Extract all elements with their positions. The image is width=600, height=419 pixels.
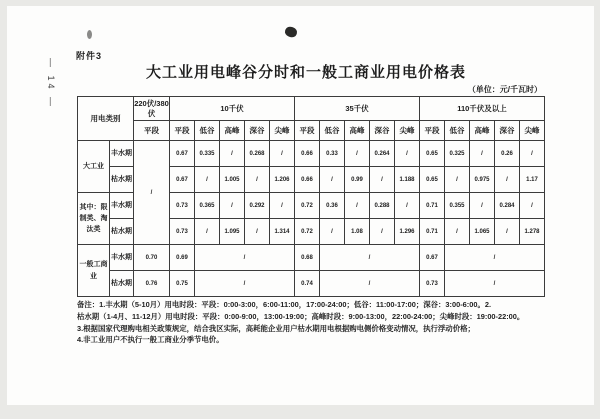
price-cell: 0.71	[420, 193, 445, 219]
price-cell: 1.005	[220, 167, 245, 193]
header-row-periods	[78, 121, 545, 141]
col-header-35kv: 35千伏	[295, 97, 420, 121]
price-cell: 0.67	[170, 141, 195, 167]
price-cell: 0.67	[170, 167, 195, 193]
subcol-flat: 平段	[295, 121, 320, 141]
price-cell-merged: /	[195, 271, 295, 297]
price-cell: 1.296	[395, 219, 420, 245]
price-table	[77, 96, 545, 297]
attachment-label: 附件3	[76, 51, 103, 61]
subcol-flat: 平段	[134, 121, 170, 141]
price-cell: 0.264	[370, 141, 395, 167]
price-cell: 0.72	[295, 193, 320, 219]
price-cell: 0.65	[420, 141, 445, 167]
price-cell: 0.325	[445, 141, 470, 167]
price-cell: 0.26	[495, 141, 520, 167]
price-cell: /	[370, 167, 395, 193]
price-cell: 0.74	[295, 271, 320, 297]
price-cell: /	[445, 167, 470, 193]
footnote-line: 3.根据国家代理购电相关政策规定，结合我区实际，高耗能企业用户枯水期用电根据购电侧价格变动情况，执行浮动价格；	[77, 323, 475, 333]
category-restricted: 其中：限制类、淘汰类	[78, 193, 110, 245]
price-cell: 0.365	[195, 193, 220, 219]
price-cell: /	[320, 167, 345, 193]
price-cell: 0.71	[420, 219, 445, 245]
subcol-peak: 高峰	[220, 121, 245, 141]
price-cell: /	[245, 167, 270, 193]
price-cell: /	[195, 167, 220, 193]
price-cell: 1.095	[220, 219, 245, 245]
price-cell: /	[520, 141, 545, 167]
price-cell: 0.75	[170, 271, 195, 297]
price-cell-merged: /	[195, 245, 295, 271]
footnotes	[77, 299, 549, 346]
subcol-flat: 平段	[420, 121, 445, 141]
period-label: 枯水期	[110, 271, 134, 297]
price-cell: /	[195, 219, 220, 245]
header-row-voltage	[78, 97, 545, 121]
price-cell: 1.065	[470, 219, 495, 245]
price-cell: /	[320, 219, 345, 245]
period-label: 丰水期	[110, 141, 134, 167]
price-cell-merged: /	[134, 141, 170, 245]
footnote-line: 枯水期（1-4月、11-12月）用电时段：平段：0:00-9:00，13:00-19:00；高峰时段：9:00-13:00，22:00-24:00；尖峰时段：19:00-22:00。	[77, 311, 525, 321]
price-cell: /	[395, 141, 420, 167]
col-header-110kv: 110千伏及以上	[420, 97, 545, 121]
price-cell-merged: /	[445, 271, 545, 297]
price-cell: 0.284	[495, 193, 520, 219]
subcol-sharp-peak: 尖峰	[520, 121, 545, 141]
unit-note: （单位：元/千瓦时）	[467, 85, 542, 94]
subcol-deep-valley: 深谷	[245, 121, 270, 141]
price-cell: /	[245, 219, 270, 245]
subcol-sharp-peak: 尖峰	[395, 121, 420, 141]
price-cell: 0.76	[134, 271, 170, 297]
price-cell: 0.66	[295, 141, 320, 167]
table-row	[78, 271, 545, 297]
price-cell: 0.69	[170, 245, 195, 271]
subcol-peak: 高峰	[345, 121, 370, 141]
footnote-line: 4.非工业用户不执行一般工商业分季节电价。	[77, 335, 224, 345]
price-cell-merged: /	[320, 271, 420, 297]
table-row	[78, 245, 545, 271]
price-cell: 0.68	[295, 245, 320, 271]
price-cell: 0.355	[445, 193, 470, 219]
price-cell: /	[220, 193, 245, 219]
scan-artifact	[87, 30, 92, 39]
price-cell: /	[270, 193, 295, 219]
price-cell: 0.70	[134, 245, 170, 271]
price-cell: 1.278	[520, 219, 545, 245]
col-header-10kv: 10千伏	[170, 97, 295, 121]
price-cell: /	[270, 141, 295, 167]
subcol-valley: 低谷	[445, 121, 470, 141]
period-label: 枯水期	[110, 167, 134, 193]
category-large-industry: 大工业	[78, 141, 110, 193]
price-cell: 0.268	[245, 141, 270, 167]
subcol-deep-valley: 深谷	[495, 121, 520, 141]
price-cell: 0.73	[170, 219, 195, 245]
price-cell: /	[470, 193, 495, 219]
period-label: 丰水期	[110, 245, 134, 271]
price-cell: /	[395, 193, 420, 219]
col-header-category: 用电类别	[78, 97, 134, 141]
price-cell: /	[345, 193, 370, 219]
category-general-commercial: 一般工商业	[78, 245, 110, 297]
subcol-flat: 平段	[170, 121, 195, 141]
subcol-peak: 高峰	[470, 121, 495, 141]
price-cell: 1.17	[520, 167, 545, 193]
price-cell: 0.73	[420, 271, 445, 297]
price-cell: 0.36	[320, 193, 345, 219]
subcol-deep-valley: 深谷	[370, 121, 395, 141]
price-cell: 0.73	[170, 193, 195, 219]
price-cell: 0.975	[470, 167, 495, 193]
price-cell: /	[445, 219, 470, 245]
price-cell: 0.288	[370, 193, 395, 219]
price-cell: /	[220, 141, 245, 167]
document-title: 大工业用电峰谷分时和一般工商业用电价格表	[145, 64, 466, 81]
price-cell: 0.65	[420, 167, 445, 193]
price-cell: 0.66	[295, 167, 320, 193]
price-cell: 0.99	[345, 167, 370, 193]
table-row	[78, 141, 545, 167]
price-cell: /	[495, 167, 520, 193]
price-cell: 1.188	[395, 167, 420, 193]
price-cell: /	[370, 219, 395, 245]
price-cell-merged: /	[445, 245, 545, 271]
price-cell: 0.67	[420, 245, 445, 271]
subcol-valley: 低谷	[320, 121, 345, 141]
price-cell: 1.206	[270, 167, 295, 193]
price-cell: /	[520, 193, 545, 219]
period-label: 丰水期	[110, 193, 134, 219]
subcol-valley: 低谷	[195, 121, 220, 141]
price-cell: /	[345, 141, 370, 167]
price-cell: 0.292	[245, 193, 270, 219]
period-label: 枯水期	[110, 219, 134, 245]
page-number: — 14 —	[46, 58, 56, 110]
price-cell: 0.72	[295, 219, 320, 245]
price-cell: 0.33	[320, 141, 345, 167]
price-cell: 0.335	[195, 141, 220, 167]
price-cell: /	[495, 219, 520, 245]
price-cell-merged: /	[320, 245, 420, 271]
footnote-line: 备注：1.丰水期（5-10月）用电时段：平段：0:00-3:00，6:00-11:00，17:00-24:00；低谷：11:00-17:00；深谷：3:00-6:00。2.	[77, 300, 492, 309]
price-cell: /	[470, 141, 495, 167]
subcol-sharp-peak: 尖峰	[270, 121, 295, 141]
price-cell: 1.314	[270, 219, 295, 245]
col-header-220-380v: 220伏/380伏	[134, 97, 170, 121]
price-cell: 1.08	[345, 219, 370, 245]
